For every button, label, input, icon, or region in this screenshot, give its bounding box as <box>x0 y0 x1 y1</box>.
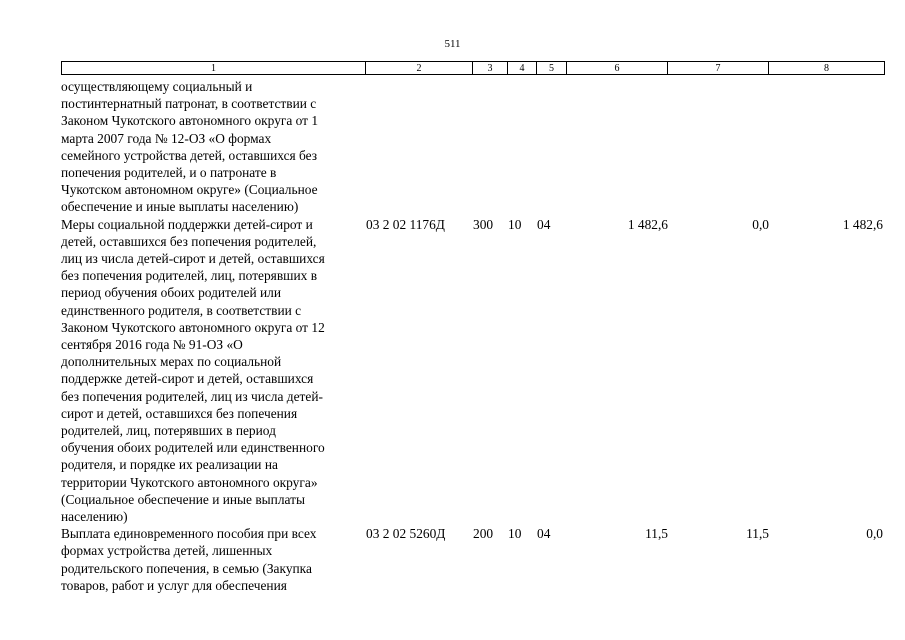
column-header-4: 4 <box>508 62 537 75</box>
description-line: поддержке детей-сирот и детей, оставшихся <box>61 371 314 387</box>
description-line: семейного устройства детей, оставшихся без <box>61 147 318 163</box>
row-section: 10 <box>508 216 522 232</box>
column-header-6: 6 <box>567 62 668 75</box>
description-line: территории Чукотского автономного округа» <box>61 474 318 490</box>
table-row <box>61 525 901 594</box>
table-row <box>61 78 901 216</box>
row-amount-col7: 0,0 <box>752 216 769 232</box>
column-header-1: 1 <box>62 62 366 75</box>
row-expense-type: 200 <box>473 526 494 542</box>
description-line: осуществляющему социальный и <box>61 79 253 94</box>
description-line: Меры социальной поддержки детей-сирот и <box>61 216 313 232</box>
column-header-3: 3 <box>473 62 508 75</box>
description-line: обеспечение и иные выплаты населению) <box>61 199 299 215</box>
row-description <box>61 216 361 526</box>
column-header-8: 8 <box>769 62 885 75</box>
description-line: Чукотском автономном округе» (Социальное <box>61 182 318 198</box>
description-line: сентября 2016 года № 91-ОЗ «О <box>61 337 243 353</box>
row-code: 03 2 02 1176Д <box>366 216 445 232</box>
row-amount-col7: 11,5 <box>746 526 769 542</box>
description-line: единственного родителя, в соответствии с <box>61 302 302 318</box>
row-description <box>61 525 361 594</box>
description-line: родителей, лиц, потерявших в период <box>61 423 276 439</box>
row-expense-type: 300 <box>473 216 494 232</box>
table-body <box>61 78 901 594</box>
description-line: формах устройства детей, лишенных <box>61 543 273 559</box>
description-line: попечения родителей, и о патронате в <box>61 165 277 181</box>
description-line: дополнительных мерах по социальной <box>61 354 282 370</box>
description-line: марта 2007 года № 12-ОЗ «О формах <box>61 130 272 146</box>
column-header-2: 2 <box>366 62 473 75</box>
column-header-5: 5 <box>537 62 567 75</box>
row-subsection: 04 <box>537 216 551 232</box>
description-line: населению) <box>61 509 128 525</box>
description-line: без попечения родителей, лиц, потерявших в <box>61 268 318 284</box>
row-amount-col6: 11,5 <box>645 526 668 542</box>
description-line: без попечения родителей, лиц из числа детей- <box>61 388 323 404</box>
description-line: товаров, работ и услуг для обеспечения <box>61 577 287 593</box>
row-amount-col8: 0,0 <box>866 526 883 542</box>
row-amount-col8: 1 482,6 <box>842 216 883 232</box>
description-line: детей, оставшихся без попечения родителей, <box>61 233 317 249</box>
row-description <box>61 78 361 216</box>
description-line: постинтернатный патронат, в соответствии с <box>61 96 317 112</box>
row-amount-col6: 1 482,6 <box>627 216 668 232</box>
row-code: 03 2 02 5260Д <box>366 526 446 542</box>
description-line: период обучения обоих родителей или <box>61 285 281 301</box>
description-line: Выплата единовременного пособия при всех <box>61 526 317 542</box>
description-line: родительского попечения, в семью (Закупка <box>61 560 312 576</box>
description-line: сирот и детей, оставшихся без попечения <box>61 405 298 421</box>
description-line: Законом Чукотского автономного округа от 1 <box>61 113 319 129</box>
column-number-header <box>61 61 885 75</box>
description-line: родителя, и порядке их реализации на <box>61 457 278 473</box>
description-line: (Социальное обеспечение и иные выплаты <box>61 491 305 507</box>
description-line: лиц из числа детей-сирот и детей, оставшихся <box>61 251 325 267</box>
page-number: 511 <box>444 38 461 50</box>
table-row <box>61 216 901 526</box>
row-subsection: 04 <box>537 526 551 542</box>
description-line: обучения обоих родителей или единственного <box>61 440 325 456</box>
column-header-7: 7 <box>668 62 769 75</box>
description-line: Законом Чукотского автономного округа от 12 <box>61 319 325 335</box>
row-section: 10 <box>508 526 522 542</box>
